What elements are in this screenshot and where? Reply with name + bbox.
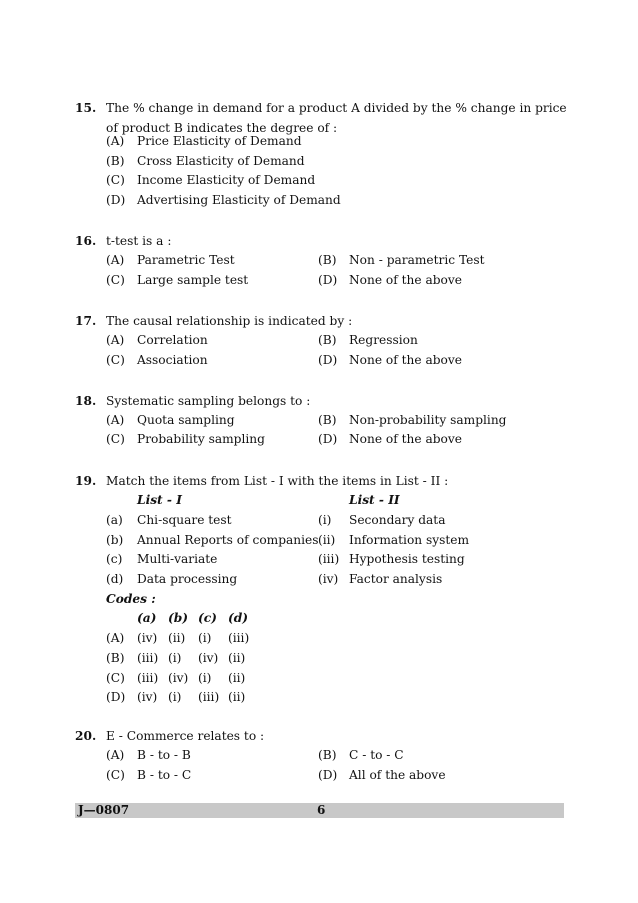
option-text: Non-probability sampling [349, 413, 507, 427]
option-text: All of the above [349, 768, 446, 782]
list-1-item: Multi-variate [137, 552, 218, 566]
list-1-item: Annual Reports of companies [137, 533, 319, 547]
question-text: t-test is a : [106, 234, 172, 248]
code-row [0, 631, 638, 651]
option-row [0, 173, 638, 193]
code-value: (ii) [228, 690, 246, 704]
option-label: (B) [318, 413, 337, 427]
code-row [0, 651, 638, 671]
list-1-heading: List - I [137, 493, 182, 507]
code-value: (iii) [137, 671, 159, 685]
question-number: 15. [75, 101, 97, 115]
code-header: (c) [198, 611, 217, 625]
option-label: (C) [106, 353, 125, 367]
option-text: B - to - B [137, 748, 191, 762]
option-row [0, 768, 638, 788]
list-2-label: (i) [318, 513, 332, 527]
match-row [0, 572, 638, 592]
option-text: Non - parametric Test [349, 253, 485, 267]
code-value: (ii) [168, 631, 186, 645]
option-label: (B) [318, 748, 337, 762]
code-value: (iv) [198, 651, 219, 665]
option-text: Correlation [137, 333, 208, 347]
option-label: (A) [106, 134, 125, 148]
option-row [0, 134, 638, 154]
list-2-label: (iii) [318, 552, 340, 566]
code-value: (ii) [228, 671, 246, 685]
code-header: (d) [228, 611, 249, 625]
code-value: (iii) [228, 631, 250, 645]
option-label: (D) [318, 273, 338, 287]
option-label: (D) [318, 432, 338, 446]
list-1-label: (c) [106, 552, 123, 566]
option-text: Parametric Test [137, 253, 235, 267]
option-label: (B) [318, 333, 337, 347]
list-1-item: Data processing [137, 572, 238, 586]
option-label: (D) [318, 768, 338, 782]
option-label: (A) [106, 748, 125, 762]
code-option-label: (D) [106, 690, 126, 704]
code-value: (iv) [137, 690, 158, 704]
option-label: (D) [106, 193, 126, 207]
option-text: None of the above [349, 432, 462, 446]
option-label: (A) [106, 253, 125, 267]
code-value: (i) [168, 651, 182, 665]
question-text: The % change in demand for a product A divided by the % change in price of product B indicates the degree of : [106, 101, 567, 135]
question-text: Match the items from List - I with the items in List - II : [106, 474, 449, 488]
option-row [0, 253, 638, 273]
paper-code: J—0807 [78, 803, 130, 817]
code-option-label: (C) [106, 671, 125, 685]
list-2-item: Information system [349, 533, 470, 547]
option-label: (C) [106, 432, 125, 446]
option-text: Income Elasticity of Demand [137, 173, 316, 187]
footer-bar [75, 803, 564, 818]
question-text: The causal relationship is indicated by : [106, 314, 353, 328]
code-value: (ii) [228, 651, 246, 665]
codes-label-row [0, 592, 638, 612]
page-number: 6 [317, 803, 326, 817]
option-row [0, 353, 638, 373]
match-row [0, 533, 638, 553]
question-text: E - Commerce relates to : [106, 729, 265, 743]
option-row [0, 154, 638, 174]
code-header-row [0, 611, 638, 631]
list-1-label: (b) [106, 533, 124, 547]
code-header: (a) [137, 611, 157, 625]
codes-label: Codes : [106, 592, 156, 606]
code-value: (i) [198, 631, 212, 645]
list-1-label: (a) [106, 513, 123, 527]
option-row [0, 333, 638, 353]
option-text: None of the above [349, 353, 462, 367]
code-value: (iii) [137, 651, 159, 665]
option-label: (A) [106, 333, 125, 347]
option-text: Probability sampling [137, 432, 265, 446]
question-text: Systematic sampling belongs to : [106, 394, 311, 408]
option-label: (B) [106, 154, 125, 168]
list-1-item: Chi-square test [137, 513, 232, 527]
option-text: Large sample test [137, 273, 249, 287]
code-value: (iv) [168, 671, 189, 685]
list-2-item: Secondary data [349, 513, 446, 527]
option-text: Quota sampling [137, 413, 235, 427]
option-text: None of the above [349, 273, 462, 287]
list-2-label: (iv) [318, 572, 339, 586]
option-row [0, 432, 638, 452]
option-row [0, 273, 638, 293]
option-row [0, 193, 638, 213]
code-option-label: (A) [106, 631, 125, 645]
code-row [0, 690, 638, 710]
option-text: C - to - C [349, 748, 404, 762]
list-2-heading: List - II [349, 493, 400, 507]
option-text: Regression [349, 333, 418, 347]
code-value: (iv) [137, 631, 158, 645]
list-2-item: Hypothesis testing [349, 552, 465, 566]
code-option-label: (B) [106, 651, 125, 665]
question-number: 18. [75, 394, 97, 408]
code-value: (i) [168, 690, 182, 704]
option-text: Association [137, 353, 208, 367]
option-text: Cross Elasticity of Demand [137, 154, 305, 168]
match-row [0, 513, 638, 533]
question-number: 20. [75, 729, 97, 743]
list-1-label: (d) [106, 572, 124, 586]
option-label: (C) [106, 768, 125, 782]
code-row [0, 671, 638, 691]
option-text: Advertising Elasticity of Demand [137, 193, 341, 207]
question-number: 17. [75, 314, 97, 328]
question-number: 19. [75, 474, 97, 488]
list-2-label: (ii) [318, 533, 336, 547]
list-2-item: Factor analysis [349, 572, 443, 586]
option-label: (C) [106, 173, 125, 187]
option-label: (A) [106, 413, 125, 427]
question-number: 16. [75, 234, 97, 248]
option-row [0, 748, 638, 768]
code-value: (i) [198, 671, 212, 685]
option-text: Price Elasticity of Demand [137, 134, 302, 148]
code-header: (b) [168, 611, 189, 625]
option-label: (C) [106, 273, 125, 287]
match-row [0, 552, 638, 572]
option-row [0, 413, 638, 433]
list-headings [0, 493, 638, 513]
code-value: (iii) [198, 690, 220, 704]
option-label: (D) [318, 353, 338, 367]
option-text: B - to - C [137, 768, 192, 782]
option-label: (B) [318, 253, 337, 267]
